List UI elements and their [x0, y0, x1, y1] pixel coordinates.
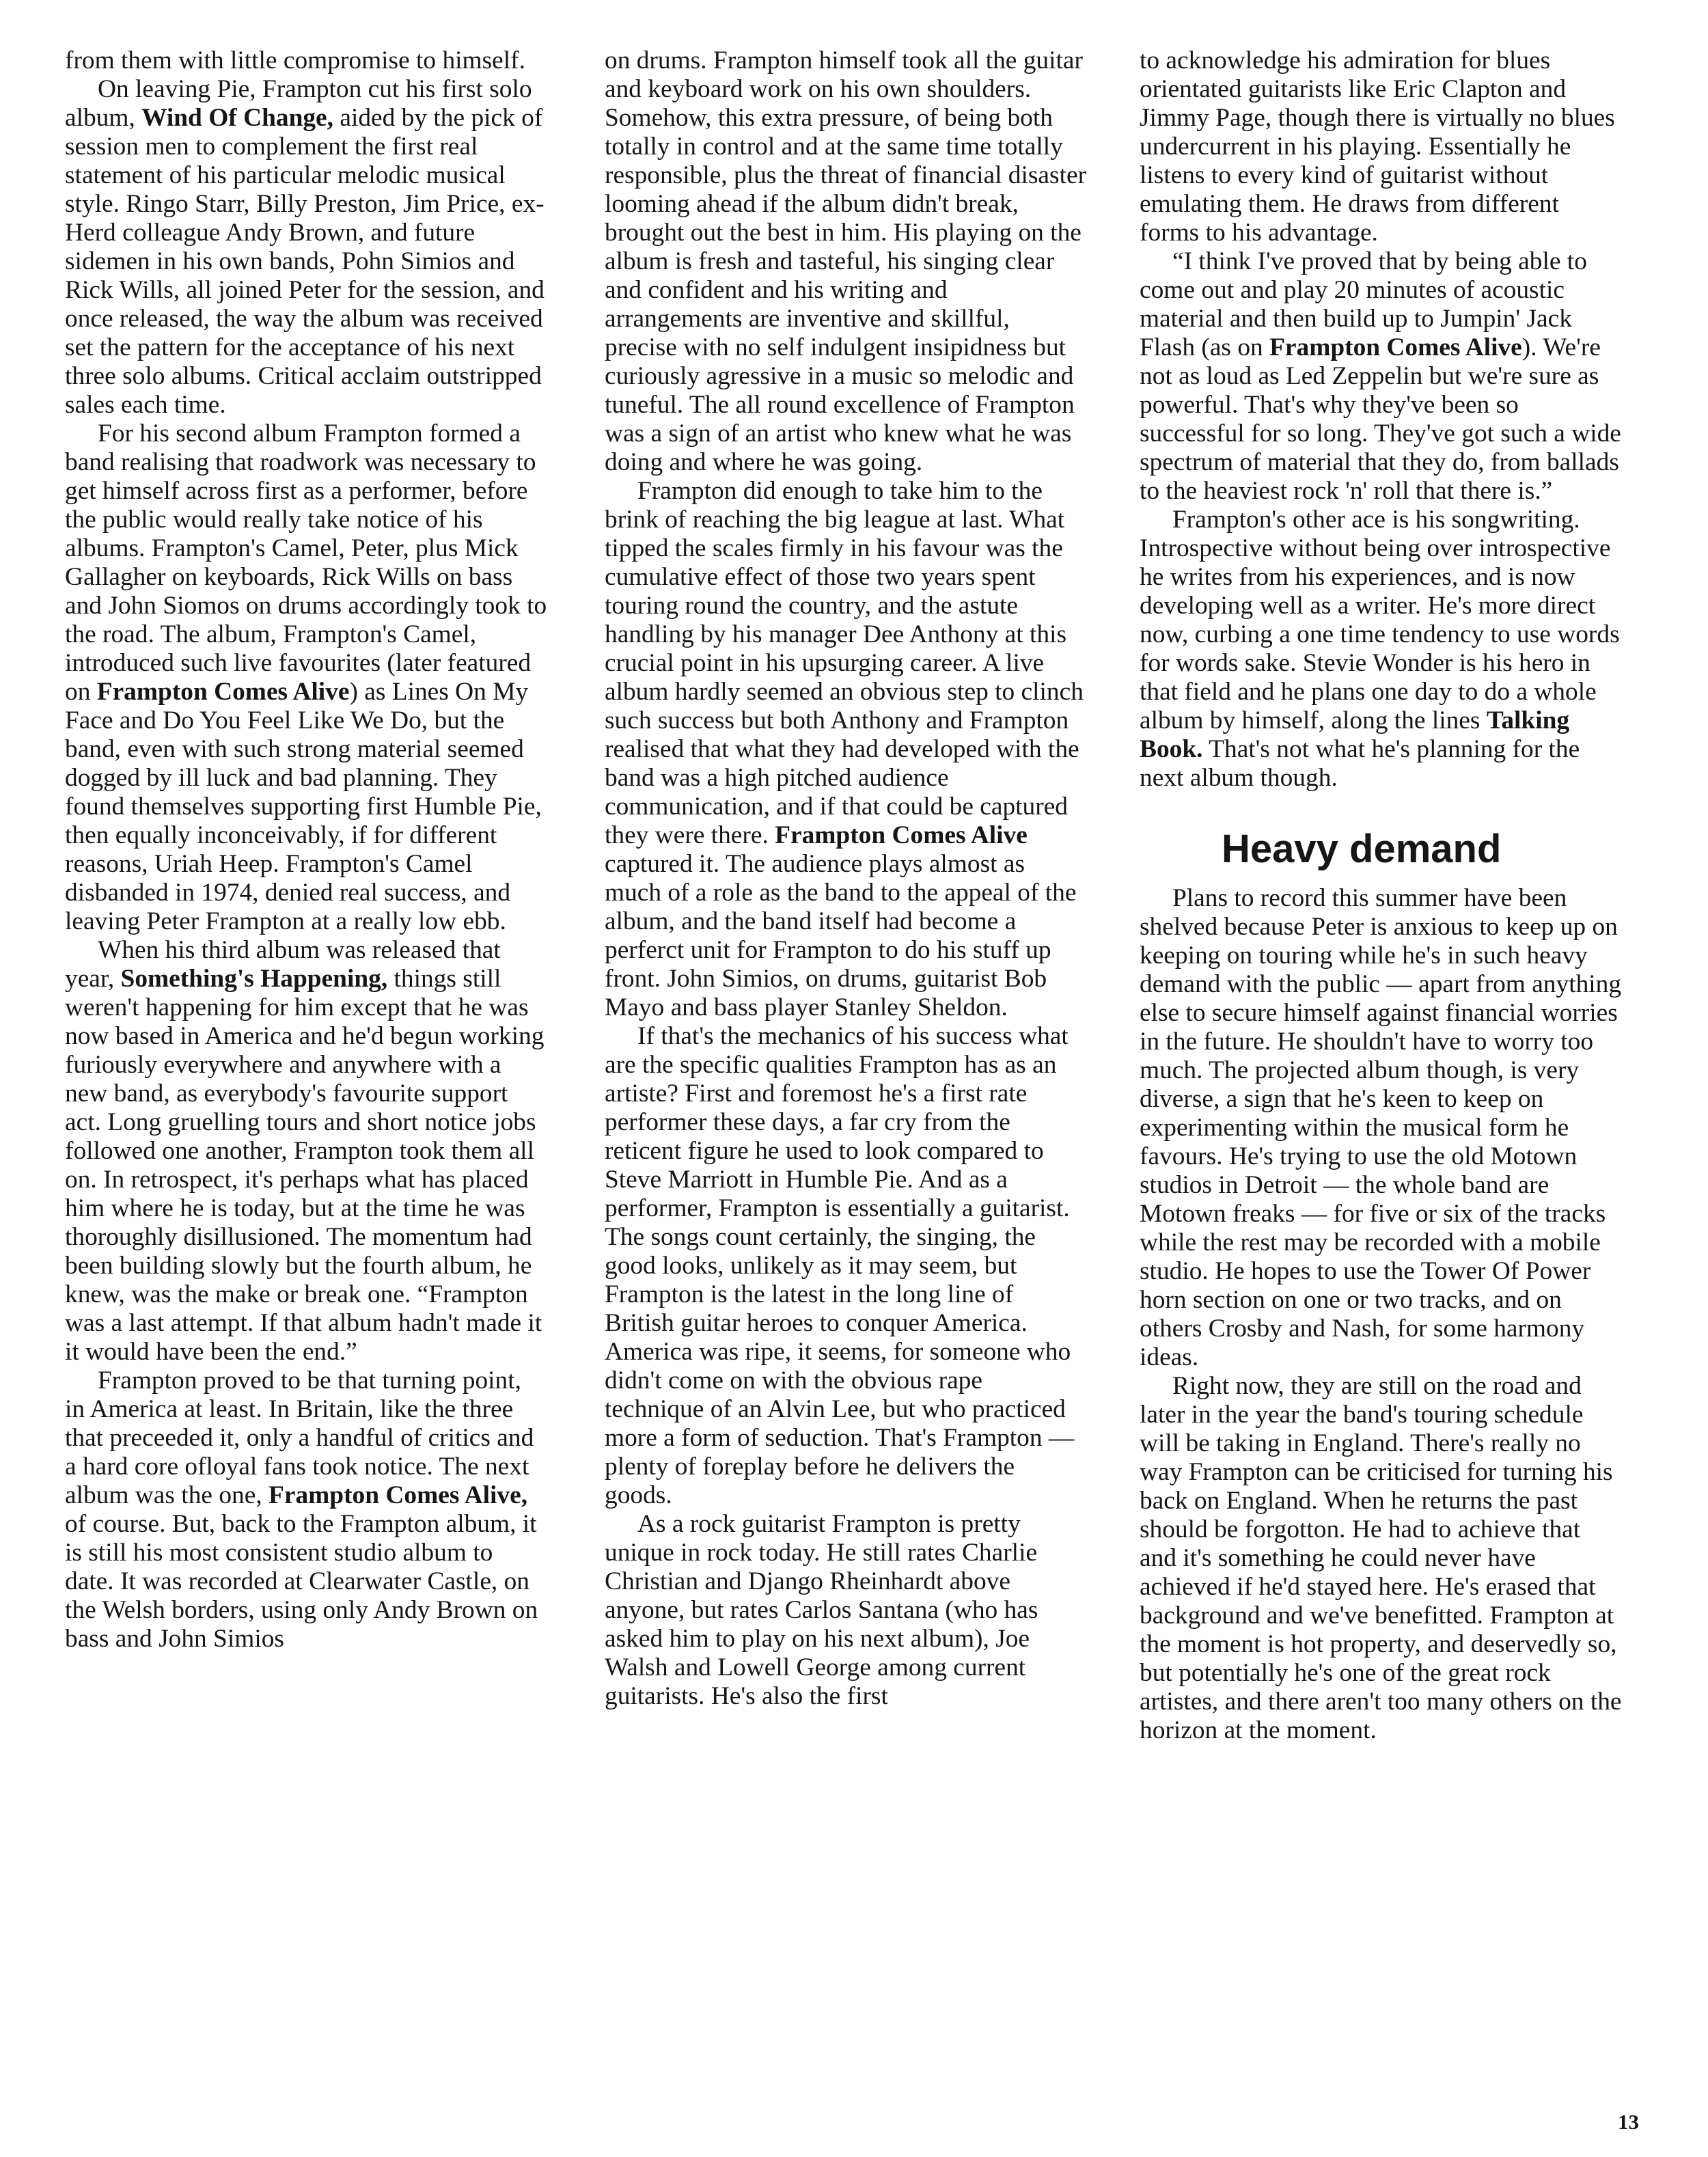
- article-paragraph: [65, 75, 547, 420]
- text-run: things still weren't happening for him except that he was now based in America and he'd begun working furiously everywhere and anywhere with a new band, as everybody's favourite support act. Long gruelling tours and short notice jobs followed one another, Frampton took them all on. In retrospect, it's perhaps what has placed him where he is today, but at the time he was thoroughly disillusioned. The momentum had been building slowly but the fourth album, he knew, was the make or break one. “Frampton was a last attempt. If that album hadn't made it it would have been the end.”: [65, 965, 545, 1366]
- article-paragraph: [605, 46, 1087, 477]
- text-run: ). We're not as loud as Led Zeppelin but we're sure as powerful. That's why they've been so successful for so long. They've got such a wide spectrum of material that they do, from ballads to the heaviest rock 'n' roll that there is.”: [1140, 333, 1621, 505]
- text-run: As a rock guitarist Frampton is pretty unique in rock today. He still rates Charlie Christian and Django Rheinhardt above anyone, but rates Carlos Santana (who has asked him to play on his next album), Joe Walsh and Lowell George among current guitarists. He's also the first: [605, 1510, 1038, 1710]
- bold-title: Frampton Comes Alive: [96, 678, 350, 706]
- text-run: If that's the mechanics of his success what are the specific qualities Frampton has as an artiste? First and foremost he's a first rate performer these days, a far cry from the reticent figure he used to look compared to Steve Marriott in Humble Pie. And as a performer, Frampton is essentially a guitarist. The songs count certainly, the singing, the good looks, unlikely as it may seem, but Frampton is the latest in the long line of British guitar heroes to conquer America. America was ripe, it seems, for someone who didn't come on with the obvious rape technique of an Alvin Lee, but who practiced more a form of seduction. That's Frampton — plenty of foreplay before he delivers the goods.: [605, 1022, 1075, 1509]
- page-number: 13: [1618, 2110, 1639, 2134]
- article-column-2: [605, 46, 1087, 1711]
- article-paragraph: [1140, 1372, 1622, 1745]
- article-paragraph: [1140, 46, 1622, 247]
- text-run: That's not what he's planning for the next album though.: [1140, 735, 1580, 792]
- section-heading: Heavy demand: [1222, 827, 1502, 871]
- text-run: Frampton's other ace is his songwriting. Introspective without being over introspective he writes from his experiences, and is now developing well as a writer. He's more direct now, curbing a one time tendency to use words for words sake. Stevie Wonder is his hero in that field and he plans one day to do a whole album by himself, along the lines: [1140, 506, 1620, 734]
- text-run: to acknowledge his admiration for blues orientated guitarists like Eric Clapton and Jimmy Page, though there is virtually no blues undercurrent in his playing. Essentially he listens to every kind of guitarist without emulating them. He draws from different forms to his advantage.: [1140, 46, 1615, 247]
- bold-title: Something's Happening,: [120, 965, 388, 993]
- article-column-3: [1140, 46, 1622, 1745]
- text-run: When his third album was released that year,: [65, 936, 501, 993]
- text-run: from them with little compromise to himself.: [65, 46, 525, 74]
- article-paragraph: [65, 46, 547, 75]
- text-run: “I think I've proved that by being able to come out and play 20 minutes of acoustic material and then build up to Jumpin' Jack Flash (as on: [1140, 247, 1587, 361]
- text-run: Right now, they are still on the road and later in the year the band's touring schedule will be taking in England. There's really no way Frampton can be criticised for turning his back on England. When he returns the past should be forgotton. He had to achieve that and it's something he could never have achieved if he'd stayed here. He's erased that background and we've benefitted. Frampton at the moment is hot property, and deservedly so, but potentially he's one of the great rock artistes, and there aren't too many others on the horizon at the moment.: [1140, 1372, 1622, 1744]
- article-paragraph: [1140, 884, 1622, 1372]
- text-run: on drums. Frampton himself took all the guitar and keyboard work on his own shoulders. Somehow, this extra pressure, of being both totally in control and at the same time totally responsible, plus the threat of financial disaster looming ahead if the album didn't break, brought out the best in him. His playing on the album is fresh and tasteful, his singing clear and confident and his writing and arrangements are inventive and skillful, precise with no self indulgent insipidness but curiously agressive in a music so melodic and tuneful. The all round excellence of Frampton was a sign of an artist who knew what he was doing and where he was going.: [605, 46, 1087, 476]
- article-paragraph: [605, 477, 1087, 1022]
- text-run: ) as Lines On My Face and Do You Feel Like We Do, but the band, even with such strong material seemed dogged by ill luck and bad planning. They found themselves supporting first Humble Pie, then equally inconceivably, if for different reasons, Uriah Heep. Frampton's Camel disbanded in 1974, denied real success, and leaving Peter Frampton at a really low ebb.: [65, 678, 542, 935]
- article-paragraph: [65, 1366, 547, 1653]
- bold-title: Frampton Comes Alive: [775, 821, 1028, 849]
- bold-title: Wind Of Change,: [141, 104, 334, 132]
- text-run: On leaving Pie, Frampton cut his first solo album,: [65, 75, 532, 132]
- article-paragraph: [1140, 506, 1622, 793]
- article-paragraph: [605, 1022, 1087, 1510]
- text-run: of course. But, back to the Frampton album, it is still his most consistent studio album to date. It was recorded at Clearwater Castle, on the Welsh borders, using only Andy Brown on bass and John Simios: [65, 1510, 538, 1653]
- bold-title: Talking Book.: [1140, 706, 1570, 763]
- text-run: captured it. The audience plays almost as much of a role as the band to the appeal of the album, and the band itself had become a perferct unit for Frampton to do his stuff up front. John Simios, on drums, guitarist Bob Mayo and bass player Stanley Sheldon.: [605, 850, 1077, 1021]
- bold-title: Frampton Comes Alive,: [268, 1481, 528, 1509]
- article-paragraph: [65, 936, 547, 1366]
- article-column-1: [65, 46, 547, 1653]
- text-run: Frampton did enough to take him to the brink of reaching the big league at last. What tipped the scales firmly in his favour was the cumulative effect of those two years spent touring round the country, and the astute handling by his manager Dee Anthony at this crucial point in his upsurging career. A live album hardly seemed an obvious step to clinch such success but both Anthony and Frampton realised that what they had developed with the band was a high pitched audience communication, and if that could be captured they were there.: [605, 477, 1084, 849]
- article-paragraph: [65, 420, 547, 936]
- text-run: Frampton proved to be that turning point, in America at least. In Britain, like the three that preceeded it, only a handful of critics and a hard core ofloyal fans took notice. The next album was the one,: [65, 1366, 534, 1509]
- bold-title: Frampton Comes Alive: [1269, 333, 1522, 361]
- text-run: For his second album Frampton formed a band realising that roadwork was necessary to get himself across first as a performer, before the public would really take notice of his albums. Frampton's Camel, Peter, plus Mick Gallagher on keyboards, Rick Wills on bass and John Siomos on drums accordingly took to the road. The album, Frampton's Camel, introduced such live favourites (later featured on: [65, 420, 547, 706]
- text-run: Plans to record this summer have been shelved because Peter is anxious to keep up on keeping on touring while he's in such heavy demand with the public — apart from anything else to secure himself against financial worries in the future. He shouldn't have to worry too much. The projected album though, is very diverse, a sign that he's keen to keep on experimenting within the musical form he favours. He's trying to use the old Motown studios in Detroit — the whole band are Motown freaks — for five or six of the tracks while the rest may be recorded with a mobile studio. He hopes to use the Tower Of Power horn section on one or two tracks, and on others Crosby and Nash, for some harmony ideas.: [1140, 884, 1622, 1371]
- article-paragraph: [1140, 247, 1622, 506]
- article-paragraph: [605, 1510, 1087, 1711]
- text-run: aided by the pick of session men to complement the first real statement of his particular melodic musical style. Ringo Starr, Billy Preston, Jim Price, ex-Herd colleague Andy Brown, and future sidemen in his own bands, Pohn Simios and Rick Wills, all joined Peter for the session, and once released, the way the album was received set the pattern for the acceptance of his next three solo albums. Critical acclaim outstripped sales each time.: [65, 104, 545, 419]
